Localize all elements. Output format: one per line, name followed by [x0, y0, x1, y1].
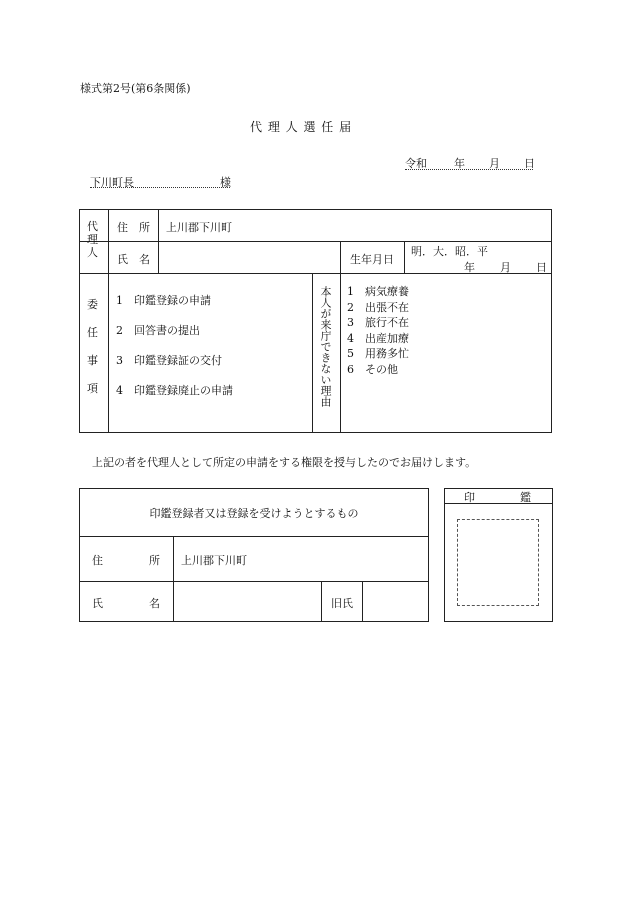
birth-day-label: 日: [536, 261, 547, 274]
reason-item[interactable]: 3 旅行不在: [347, 316, 409, 329]
addressee-prefix: 下川町長: [90, 176, 134, 189]
date-underline: [405, 169, 533, 170]
reason-item[interactable]: 2 出張不在: [347, 300, 409, 314]
delegation-item[interactable]: 2 回答書の提出: [116, 324, 200, 337]
delegation-items: [116, 286, 233, 406]
date-month: 月: [489, 157, 500, 170]
reason-label: 本人が来庁できない理由: [319, 286, 332, 407]
agent-address-label: 住 所: [117, 221, 150, 234]
reason-item[interactable]: 4 出産加療: [347, 331, 409, 345]
registrant-name-label-right: 名: [149, 597, 160, 610]
agent-name-label: 氏 名: [117, 253, 150, 266]
form-number: 様式第2号(第6条関係): [80, 82, 191, 95]
addressee-suffix: 様: [220, 176, 231, 189]
old-name-field[interactable]: [364, 583, 427, 620]
birth-year-label: 年: [464, 261, 475, 274]
delegation-item[interactable]: 4 印鑑登録廃止の申請: [116, 384, 233, 397]
agent-address-field[interactable]: 上川郡下川町: [166, 221, 232, 234]
registrant-name-field[interactable]: [175, 583, 319, 620]
agent-name-field[interactable]: [160, 243, 338, 271]
date-year: 年: [454, 157, 465, 170]
birth-month-label: 月: [500, 261, 511, 274]
reason-item[interactable]: 6 その他: [347, 362, 398, 376]
seal-stamp-area[interactable]: [457, 519, 539, 606]
registrant-address-label-left: 住: [92, 554, 103, 567]
date-era: 令和: [405, 157, 427, 170]
reason-item[interactable]: 1 病気療養: [347, 285, 409, 298]
registrant-name-label-left: 氏: [92, 597, 103, 610]
agent-side-label: 代 理 人: [87, 220, 98, 259]
old-name-label: 旧氏: [331, 597, 353, 610]
addressee-underline: [90, 187, 230, 188]
reason-items: [347, 284, 409, 377]
registrant-address-label-right: 所: [149, 554, 160, 567]
registrant-header: 印鑑登録者又は登録を受けようとするもの: [149, 507, 359, 520]
page-title: 代 理 人 選 任 届: [250, 120, 353, 134]
statement-text: 上記の者を代理人として所定の申請をする権限を授与したのでお届けします。: [92, 456, 477, 469]
date-day: 日: [524, 157, 535, 170]
delegation-item[interactable]: 3 印鑑登録証の交付: [116, 354, 222, 367]
registrant-address-field[interactable]: 上川郡下川町: [181, 554, 247, 567]
birth-date-label: 生年月日: [350, 253, 394, 266]
reason-item[interactable]: 5 用務多忙: [347, 347, 409, 360]
delegation-item[interactable]: 1 印鑑登録の申請: [116, 294, 211, 307]
delegation-side-label: 委 任 事 項: [87, 298, 98, 395]
seal-label-left: 印: [464, 491, 475, 504]
birth-era-options: 明．大．昭．平: [411, 245, 488, 258]
seal-label-right: 鑑: [520, 491, 531, 504]
